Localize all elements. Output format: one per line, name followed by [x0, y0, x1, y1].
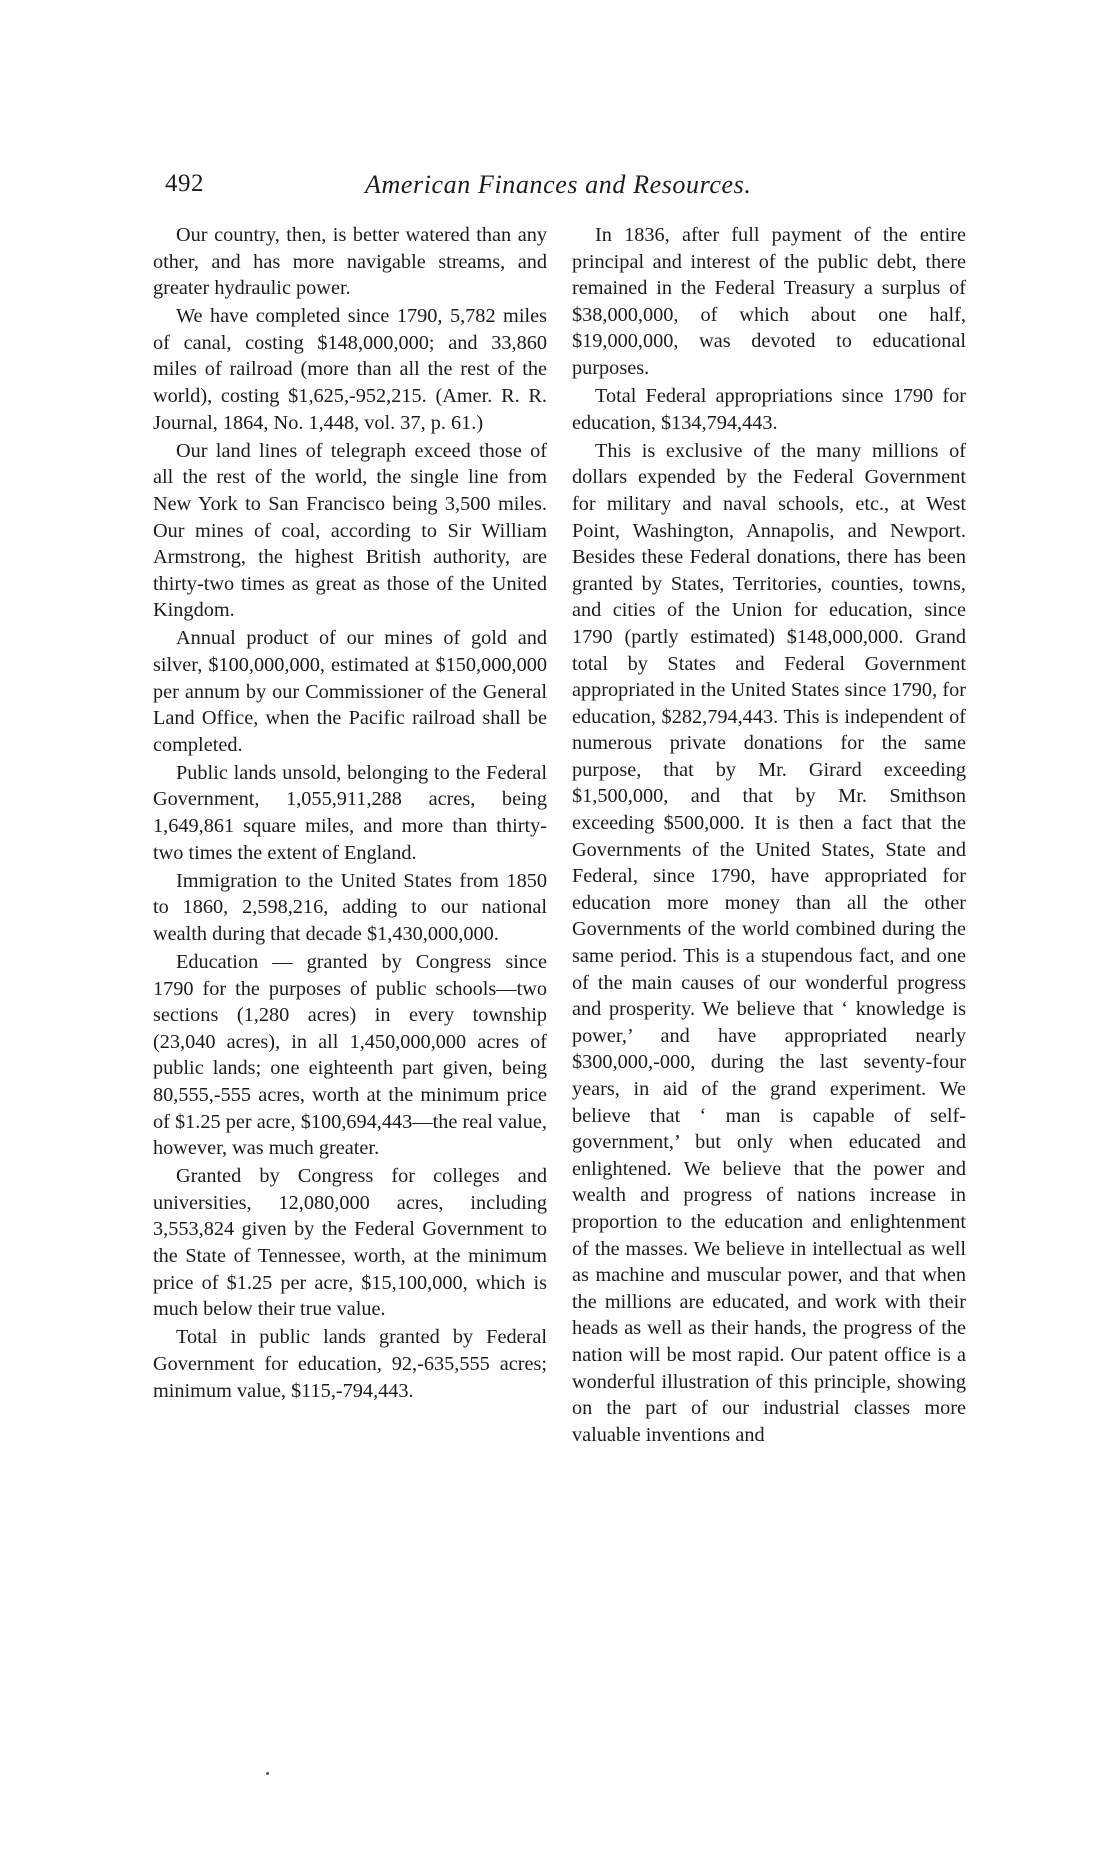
paragraph: This is exclusive of the many millions of dollars expended by the Federal Government for military and naval schools, etc., at West Point, Washington, Annapolis, and Newport. Besides these Federal donations, there has been granted by States, Territories, counties, towns, and cities of the Union for education, since 1790 (partly estimated) $148,000,000. Grand total by States and Federal Government appropriated in the United States since 1790, for education, $282,794,443. This is independent of numerous private donations for the same purpose, that by Mr. Girard exceeding $1,500,000, and that by Mr. Smithson exceeding $500,000. It is then a fact that the Governments of the United States, State and Federal, since 1790, have appropriated for education more money than all the other Governments of the world combined during the same period. This is a stupendous fact, and one of the main causes of our wonderful progress and prosperity. We believe that ‘ knowledge is power,’ and have appropriated nearly $300,000,-000, during the last seventy-four years, in aid of the grand experiment. We believe that ‘ man is capable of self-government,’ but only when educated and enlightened. We believe that the power and wealth and progress of nations increase in proportion to the education and enlightenment of the masses. We believe in intellectual as well as machine and muscular power, and that when the millions are educated, and work with their heads as well as their hands, the progress of the nation will be most rapid. Our patent office is a wonderful illustration of this principle, showing on the part of our industrial classes more valuable inventions and: [572, 439, 966, 1446]
running-title: American Finances and Resources.: [365, 170, 752, 199]
paragraph: Public lands unsold, belonging to the Federal Government, 1,055,911,288 acres, being 1,649,861 square miles, and more than thirty-two times the extent of England.: [153, 761, 547, 864]
paragraph: Our land lines of telegraph exceed those of all the rest of the world, the single line from New York to San Francisco being 3,500 miles. Our mines of coal, according to Sir William Armstrong, the highest British authority, are thirty-two times as great as those of the United Kingdom.: [153, 439, 547, 622]
paragraph: We have completed since 1790, 5,782 miles of canal, costing $148,000,000; and 33,860 miles of railroad (more than all the rest of the world), costing $1,625,-952,215. (Amer. R. R. Journal, 1864, No. 1,448, vol. 37, p. 61.): [153, 305, 547, 434]
paragraph: Our country, then, is better watered than any other, and has more navigable streams, and greater hydraulic power.: [153, 224, 547, 300]
paragraph: Annual product of our mines of gold and silver, $100,000,000, estimated at $150,000,000 per annum by our Commissioner of the General Land Office, when the Pacific railroad shall be completed.: [153, 627, 547, 756]
page-header: [165, 170, 965, 210]
paragraph: Total Federal appropriations since 1790 for education, $134,794,443.: [572, 385, 966, 434]
paragraph: Granted by Congress for colleges and universities, 12,080,000 acres, including 3,553,824 given by the Federal Government to the State of Tennessee, worth, at the minimum price of $1.25 per acre, $15,100,000, which is much below their true value.: [153, 1165, 547, 1321]
paragraph: In 1836, after full payment of the entire principal and interest of the public debt, there remained in the Federal Treasury a surplus of $38,000,000, of which about one half, $19,000,000, was devoted to educational purposes.: [572, 224, 966, 379]
paragraph: Total in public lands granted by Federal Government for education, 92,-635,555 acres; minimum value, $115,-794,443.: [153, 1326, 547, 1402]
right-column: [572, 222, 966, 1450]
print-speck: [266, 1772, 269, 1775]
page-number: 492: [165, 170, 204, 197]
paragraph: Immigration to the United States from 1850 to 1860, 2,598,216, adding to our national wealth during that decade $1,430,000,000.: [153, 869, 547, 945]
left-column: [153, 222, 547, 1406]
paragraph: Education — granted by Congress since 1790 for the purposes of public schools—two sections (1,280 acres) in every township (23,040 acres), in all 1,450,000,000 acres of public lands; one eighteenth part given, being 80,555,-555 acres, worth at the minimum price of $1.25 per acre, $100,694,443—the real value, however, was much greater.: [153, 951, 547, 1160]
